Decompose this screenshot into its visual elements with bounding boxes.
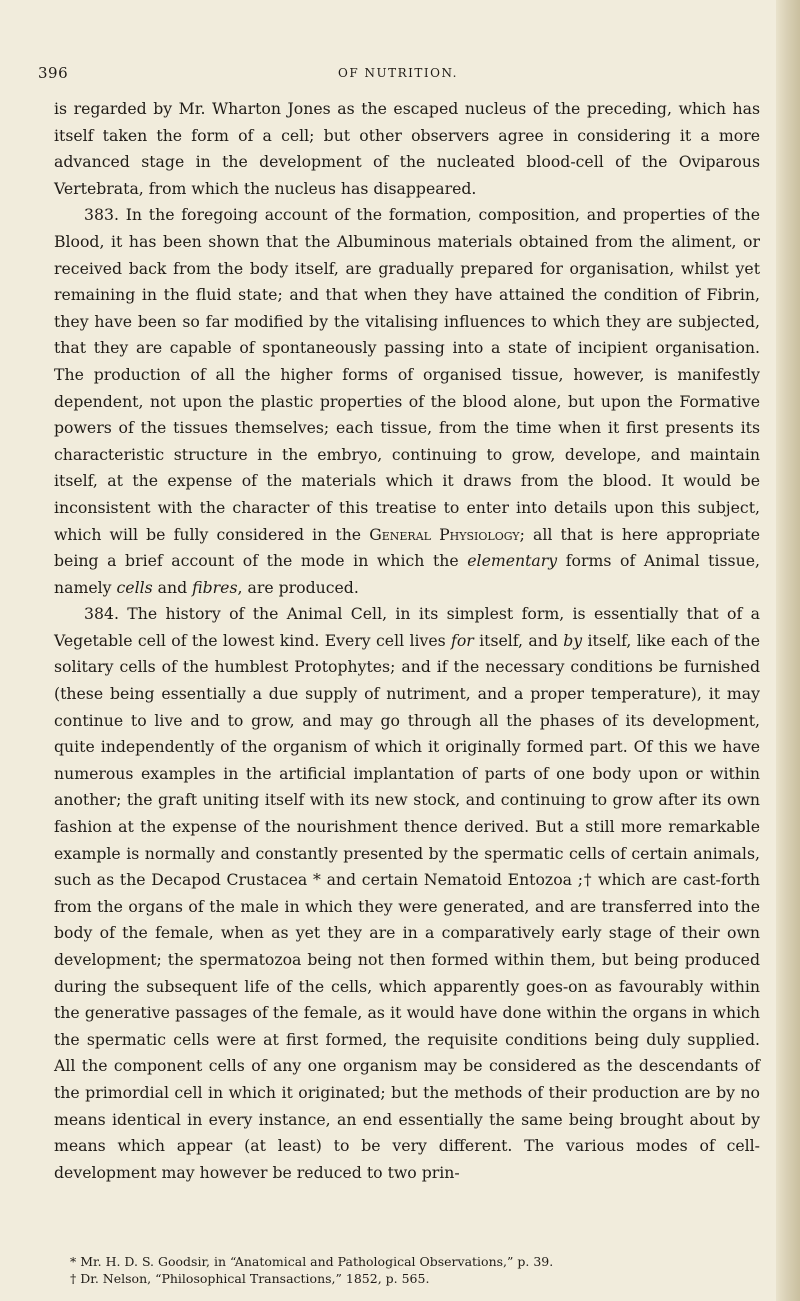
footnotes bbox=[54, 1253, 760, 1287]
by-emphasis: by bbox=[563, 630, 583, 650]
para-383-text-b: ; all that is here appropriate being a brief account of the mode in which the bbox=[54, 524, 760, 571]
para-384-itself-and: itself, and bbox=[479, 630, 558, 650]
paragraph-383 bbox=[54, 202, 760, 601]
page-edge bbox=[776, 0, 800, 1301]
page-header bbox=[38, 64, 758, 88]
para-384-start: 384. The history of the Animal Cell, in its simplest form, is essentially that of a Vegetable cell of the lowest kind. Every cell lives bbox=[54, 604, 760, 650]
para-383-text-a: 383. In the foregoing account of the formation, composition, and properties of the Blood, it has been shown that the Albuminous materials obtained from the aliment, or received back from the body itself, are gradually prepared for organisation, whilst yet remaining in the fluid state; and that when they have attained the condition of Fibrin, they have been so far modified by the vitalising influences to which they are subjected, that they are capable of spontaneously passing into a state of incipient organisation. The production of all the higher forms of organised tissue, however, is manifestly dependent, not upon the plastic properties of the blood alone, but upon the Formative powers of the tissues themselves; each tissue, from the time when it first presents its characteristic structure in the embryo, continuing to grow, develope, and maintain itself, at the expense of the materials which it draws from the blood. It would be inconsistent with the character of this treatise to enter into details upon this subject, which will be fully considered in the bbox=[54, 205, 760, 544]
running-head: OF NUTRITION. bbox=[338, 66, 458, 80]
para-384-rest: itself, like each of the solitary cells of the humblest Protophytes; and if the necessary conditions be furnished (these being essentially a due supply of nutriment, and a proper temperature), it may continue to live and to grow, and may go through all the phases of its development, quite independently of the organism of which it originally formed part. Of this we have numerous examples in the artificial implantation of parts of one body upon or within another; the graft uniting itself with its new stock, and continuing to grow after its own fashion at the expense of the nourishment thence derived. But a still more remarkable example is normally and constantly presented by the spermatic cells of certain animals, such as the Decapod Crustacea * and certain Nematoid Entozoa ;† which are cast-forth from the organs of the male in which they were generated, and are transferred into the body of the female, when as yet they are in a comparatively early stage of their own development; the spermatozoa being not then formed within them, but being produced during the subsequent life of the cells, which apparently goes-on as favourably within the generative passages of the female, as it would have done within the organs in which the spermatic cells were at first formed, the requisite conditions being duly supplied. All the component cells of any one organism may be considered as the descendants of the primordial cell in which it originated; but the methods of their production are by no means identical in every instance, an end essentially the same being brought about by means which appear (at least) to be very different. The various modes of cell-development may however be reduced to two prin- bbox=[54, 630, 760, 1182]
for-emphasis: for bbox=[451, 630, 474, 650]
footnote-2: † Dr. Nelson, “Philosophical Transactions,” 1852, p. 565. bbox=[70, 1271, 430, 1286]
elementary-emphasis: elementary bbox=[467, 551, 558, 571]
cells-emphasis: cells bbox=[116, 577, 153, 597]
para-383-text-c: forms of Animal tissue, namely bbox=[54, 551, 760, 597]
page-number: 396 bbox=[38, 64, 69, 82]
body-text bbox=[54, 96, 760, 1186]
fibres-emphasis: fibres bbox=[192, 577, 238, 597]
para-383-and: and bbox=[157, 577, 188, 597]
para-383-end: , are produced. bbox=[237, 577, 359, 597]
paragraph-384 bbox=[54, 601, 760, 1186]
paragraph-continuation: is regarded by Mr. Wharton Jones as the escaped nucleus of the preceding, which has itself taken the form of a cell; but other observers agree in considering it a more advanced stage in the development of the nucleated blood-cell of the Oviparous Vertebrata, from which the nucleus has disappeared. bbox=[54, 99, 760, 198]
general-physiology-ref: General Physiology bbox=[369, 524, 520, 544]
footnote-1: * Mr. H. D. S. Goodsir, in “Anatomical and Pathological Observations,” p. 39. bbox=[70, 1254, 554, 1269]
